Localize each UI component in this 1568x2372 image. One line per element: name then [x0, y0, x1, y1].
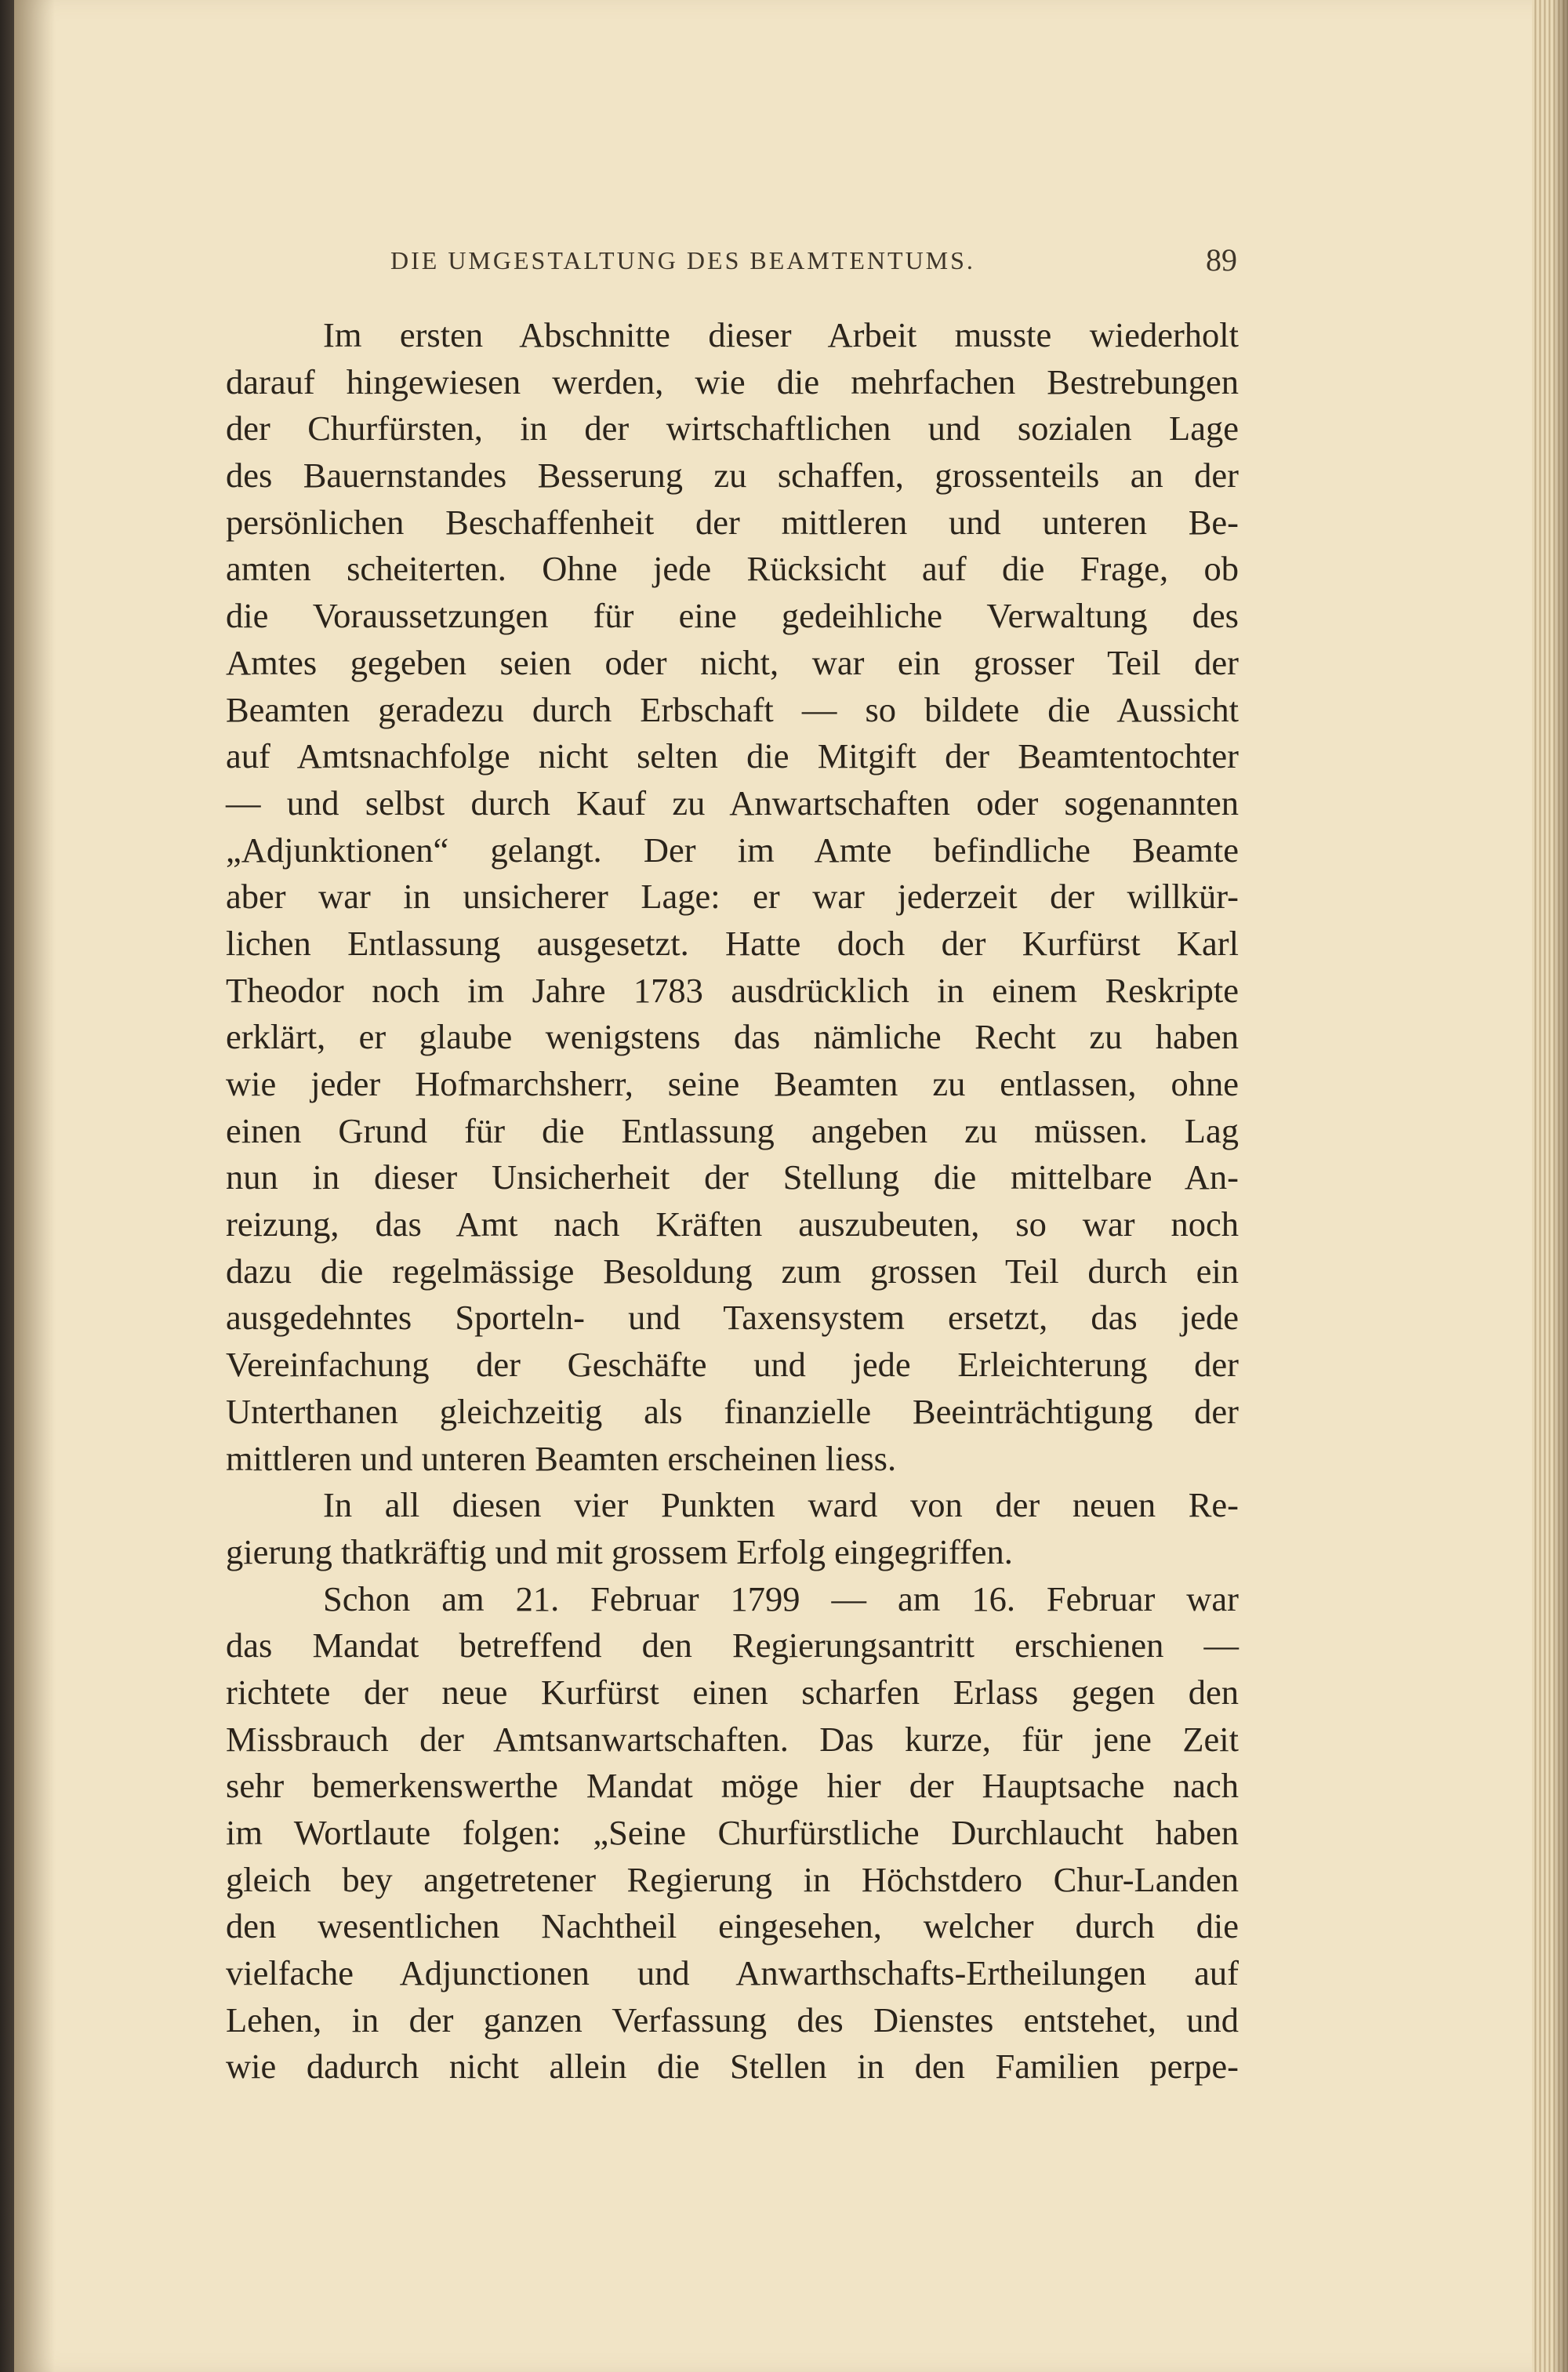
- text-line: In all diesen vier Punkten ward von der neuen Re-: [323, 1485, 1239, 1525]
- text-line: gleich bey angetretener Regierung in Höchstdero Chur-Landen: [226, 1859, 1239, 1899]
- text-line: der Churfürsten, in der wirtschaftlichen und sozialen Lage: [226, 409, 1239, 449]
- text-line: Missbrauch der Amtsanwartschaften. Das kurze, für jene Zeit: [226, 1719, 1239, 1759]
- text-line: Lehen, in der ganzen Verfassung des Dienstes entstehet, und: [226, 2000, 1239, 2040]
- text-line: „Adjunktionen“ gelangt. Der im Amte befindliche Beamte: [226, 830, 1239, 870]
- text-line: Theodor noch im Jahre 1783 ausdrücklich in einem Reskripte: [226, 970, 1239, 1010]
- text-line: — und selbst durch Kauf zu Anwartschaften oder sogenannten: [226, 783, 1239, 823]
- text-line: richtete der neue Kurfürst einen scharfen Erlass gegen den: [226, 1672, 1239, 1712]
- text-line: die Voraussetzungen für eine gedeihliche Verwaltung des: [226, 596, 1239, 636]
- text-line: das Mandat betreffend den Regierungsantritt erschienen —: [226, 1626, 1239, 1665]
- text-line: Beamten geradezu durch Erbschaft — so bildete die Aussicht: [226, 689, 1239, 729]
- text-line: Im ersten Abschnitte dieser Arbeit musste wiederholt: [323, 315, 1239, 354]
- body-text: [226, 312, 1239, 2090]
- text-line: lichen Entlassung ausgesetzt. Hatte doch der Kurfürst Karl: [226, 923, 1239, 963]
- text-line: Vereinfachung der Geschäfte und jede Erleichterung der: [226, 1345, 1239, 1385]
- text-line: persönlichen Beschaffenheit der mittleren und unteren Be-: [226, 502, 1239, 542]
- text-line: amten scheiterten. Ohne jede Rücksicht auf die Frage, ob: [226, 549, 1239, 589]
- text-line: Unterthanen gleichzeitig als finanzielle Beeinträchtigung der: [226, 1391, 1239, 1431]
- text-line: gierung thatkräftig und mit grossem Erfolg eingegriffen.: [226, 1531, 1013, 1571]
- text-line: einen Grund für die Entlassung angeben zu müssen. Lag: [226, 1110, 1239, 1150]
- text-line: vielfache Adjunctionen und Anwarthschafts-Ertheilungen auf: [226, 1953, 1239, 1993]
- running-head: DIE UMGESTALTUNG DES BEAMTENTUMS.: [390, 246, 975, 274]
- text-line: reizung, das Amt nach Kräften auszubeuten, so war noch: [226, 1204, 1239, 1244]
- text-line: mittleren und unteren Beamten erscheinen liess.: [226, 1438, 897, 1478]
- page-number: 89: [1206, 242, 1237, 278]
- text-line: nun in dieser Unsicherheit der Stellung die mittelbare An-: [226, 1157, 1239, 1197]
- text-line: wie dadurch nicht allein die Stellen in den Familien perpe-: [226, 2047, 1239, 2087]
- text-line: des Bauernstandes Besserung zu schaffen, grossenteils an der: [226, 456, 1239, 496]
- page-edge-shadow: [1552, 0, 1568, 2372]
- text-line: den wesentlichen Nachtheil eingesehen, welcher durch die: [226, 1906, 1239, 1946]
- text-line: ausgedehntes Sporteln- und Taxensystem ersetzt, das jede: [226, 1298, 1239, 1338]
- text-line: erklärt, er glaube wenigstens das nämliche Recht zu haben: [226, 1017, 1239, 1057]
- text-line: aber war in unsicherer Lage: er war jederzeit der willkür-: [226, 877, 1239, 917]
- text-line: darauf hingewiesen werden, wie die mehrfachen Bestrebungen: [226, 361, 1239, 401]
- text-line: Amtes gegeben seien oder nicht, war ein grosser Teil der: [226, 642, 1239, 682]
- text-line: sehr bemerkenswerthe Mandat möge hier der Hauptsache nach: [226, 1766, 1239, 1806]
- text-line: wie jeder Hofmarchsherr, seine Beamten zu entlassen, ohne: [226, 1064, 1239, 1103]
- text-line: auf Amtsnachfolge nicht selten die Mitgift der Beamtentochter: [226, 736, 1239, 776]
- text-line: Schon am 21. Februar 1799 — am 16. Februar war: [323, 1578, 1239, 1618]
- page-header: [226, 242, 1237, 281]
- text-line: dazu die regelmässige Besoldung zum grossen Teil durch ein: [226, 1251, 1239, 1291]
- text-line: im Wortlaute folgen: „Seine Churfürstliche Durchlaucht haben: [226, 1813, 1239, 1852]
- page-gutter-shadow: [14, 0, 55, 2372]
